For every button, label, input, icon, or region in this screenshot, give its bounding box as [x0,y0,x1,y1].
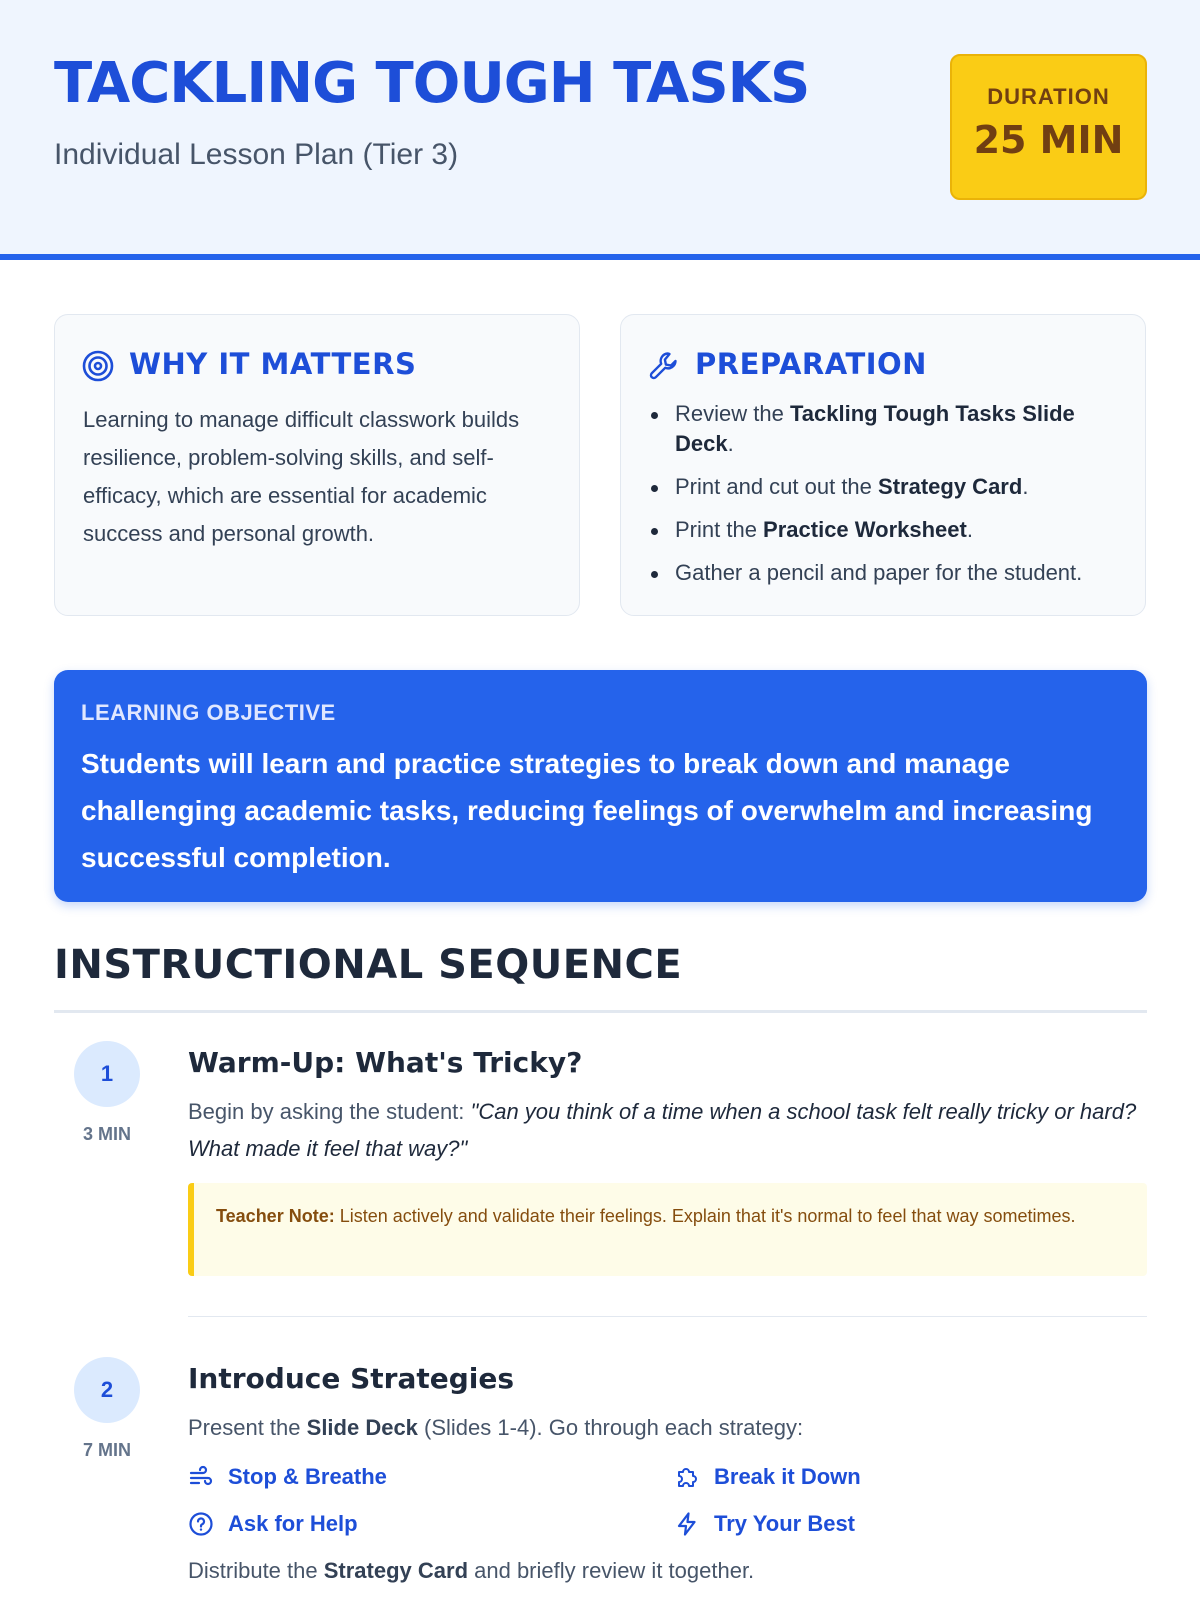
sequence-title: INSTRUCTIONAL SEQUENCE [54,942,683,988]
duration-value: 25 MIN [973,118,1124,162]
preparation-item: Review the Tackling Tough Tasks Slide Deck. [675,399,1125,459]
step-1-title: Warm-Up: What's Tricky? [188,1046,583,1079]
step-2-time: 7 MIN [82,1440,131,1460]
sequence-divider [54,1010,1147,1013]
step-1-time: 3 MIN [82,1124,131,1144]
preparation-title: PREPARATION [695,347,927,381]
teacher-note: Teacher Note: Listen actively and validate their feelings. Explain that it's normal to feel that way sometimes. [188,1183,1147,1276]
duration-label: DURATION [987,84,1110,109]
why-it-matters-title: WHY IT MATTERS [129,347,417,381]
step-1-number: 1 [74,1041,140,1107]
learning-objective-label: LEARNING OBJECTIVE [81,700,336,725]
step-2-title: Introduce Strategies [188,1362,515,1395]
preparation-item: Gather a pencil and paper for the student. [675,558,1125,588]
page-subtitle: Individual Lesson Plan (Tier 3) [54,138,459,171]
step-1-text: Begin by asking the student: "Can you think of a time when a school task felt really tricky or hard? What made it feel that way?" [188,1099,1137,1161]
step-2-outro: Distribute the Strategy Card and briefly review it together. [188,1558,755,1583]
learning-objective-text: Students will learn and practice strategies to break down and manage challenging academic tasks, reducing feelings of overwhelm and increasing successful completion. [81,748,1093,873]
why-it-matters-card [54,314,580,616]
puzzle-icon [674,1464,700,1490]
preparation-item: Print and cut out the Strategy Card. [675,472,1125,502]
wind-icon [188,1464,214,1490]
why-it-matters-text: Learning to manage difficult classwork builds resilience, problem-solving skills, and self-efficacy, which are essential for academic success and personal growth. [83,407,520,546]
preparation-item: Print the Practice Worksheet. [675,515,1125,545]
duration-badge [950,54,1147,200]
step-2-number: 2 [74,1357,140,1423]
step-2-intro: Present the Slide Deck (Slides 1-4). Go through each strategy: [188,1415,804,1440]
question-icon [188,1511,214,1537]
step-divider [188,1316,1147,1317]
wrench-icon [647,349,681,383]
learning-objective-box [54,670,1147,902]
lightning-icon [674,1511,700,1537]
page-title: TACKLING TOUGH TASKS [54,51,810,116]
preparation-card [620,314,1146,616]
target-icon [81,349,115,383]
page-header [0,0,1200,260]
preparation-list [675,399,1125,601]
